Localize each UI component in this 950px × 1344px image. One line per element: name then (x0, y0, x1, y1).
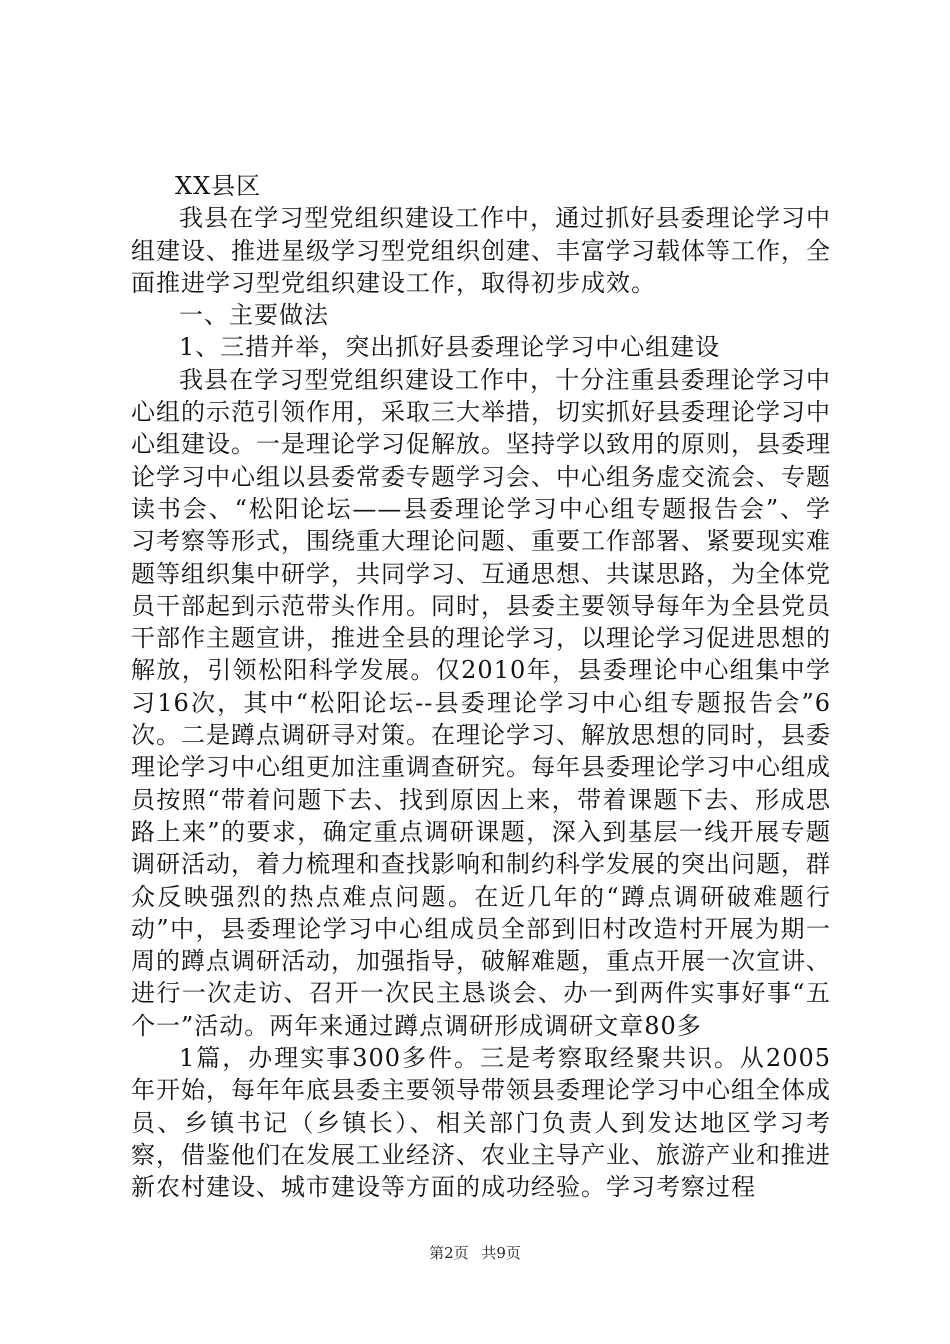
paragraph-intro: 我县在学习型党组织建设工作中，通过抓好县委理论学习中组建设、推进星级学习型党组织创建、丰富学习载体等工作，全面推进学习型党组织建设工作，取得初步成效。 (131, 204, 831, 297)
page-total: 共9页 (481, 1244, 521, 1262)
section-heading-main-practices: 一、主要做法 (179, 301, 329, 330)
subsection-heading-1: 1、三措并举，突出抓好县委理论学习中心组建设 (179, 333, 721, 362)
paragraph-body: 我县在学习型党组织建设工作中，十分注重县委理论学习中心组的示范引领作用，采取三大举措，切实抓好县委理论学习中心组建设。一是理论学习促解放。坚持学以致用的原则，县委理论学习中心组以县委常委专题学习会、中心组务虚交流会、专题读书会、“松阳论坛——县委理论学习中心组专题报告会”、学习考察等形式，围绕重大理论问题、重要工作部署、紧要现实难题等组织集中研学，共同学习、互通思想、共谋思路，为全体党员干部起到示范带头作用。同时，县委主要领导每年为全县党员干部作主题宣讲，推进全县的理论学习，以理论学习促进思想的解放，引领松阳科学发展。仅2010年，县委理论中心组集中学习16次，其中“松阳论坛--县委理论学习中心组专题报告会”6次。二是蹲点调研寻对策。在理论学习、解放思想的同时，县委理论学习中心组更加注重调查研究。每年县委理论学习中心组成员按照“带着问题下去、找到原因上来，带着课题下去、形成思路上来”的要求，确定重点调研课题，深入到基层一线开展专题调研活动，着力梳理和查找影响和制约科学发展的突出问题，群众反映强烈的热点难点问题。在近几年的“蹲点调研破难题行动”中，县委理论学习中心组成员全部到旧村改造村开展为期一周的蹲点调研活动，加强指导，破解难题，重点开展一次宣讲、进行一次走访、召开一次民主恳谈会、办一到两件实事好事“五个一”活动。两年来通过蹲点调研形成调研文章80多 (131, 365, 831, 1040)
document-body (131, 170, 831, 1204)
page-footer (0, 1242, 950, 1263)
document-title: XX县区 (175, 172, 262, 200)
paragraph-continued: 1篇，办理实事300多件。三是考察取经聚共识。从2005年开始，每年年底县委主要领导带领县委理论学习中心组全体成员、乡镇书记（乡镇长）、相关部门负责人到发达地区学习考察，借鉴他们在发展工业经济、农业主导产业、旅游产业和推进新农村建设、城市建设等方面的成功经验。学习考察过程 (131, 1044, 831, 1202)
page-number: 第2页 (429, 1244, 469, 1262)
